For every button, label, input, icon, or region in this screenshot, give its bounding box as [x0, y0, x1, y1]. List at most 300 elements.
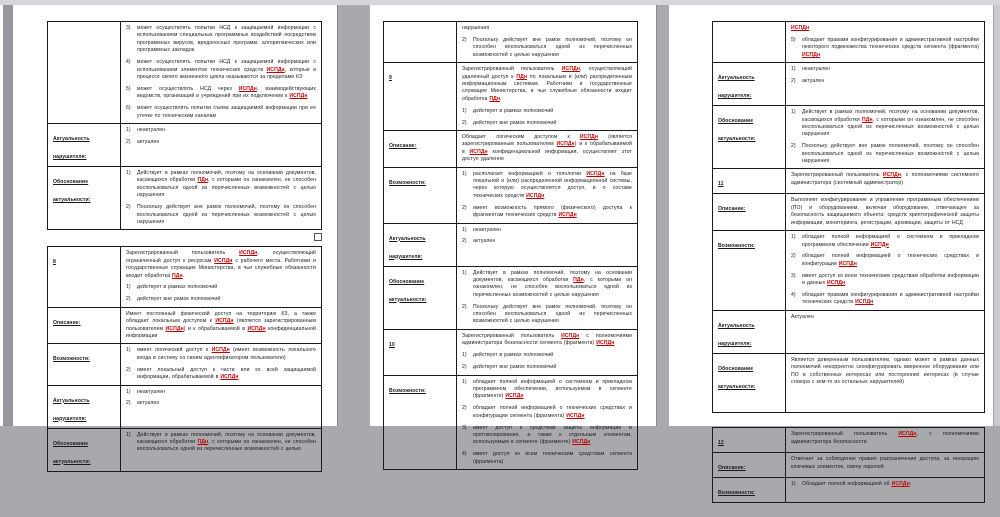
- row-label: 9: [389, 75, 392, 82]
- redline-term: ИСПДн: [561, 332, 580, 339]
- row-content-cell[interactable]: [457, 167, 638, 223]
- item-number: 2): [462, 303, 467, 310]
- paragraph: [462, 134, 632, 164]
- row-label-cell[interactable]: [384, 329, 457, 375]
- item-number: 2): [791, 253, 796, 260]
- item-number: 1): [126, 284, 131, 291]
- item-number: 2): [126, 138, 131, 145]
- numbered-item: [462, 379, 632, 401]
- page-content-area: [669, 5, 993, 517]
- item-text: имеет локальный доступ к части или ко всей защищаемой информации, обрабатываемой в ИСПДн: [137, 366, 316, 381]
- table-row: [713, 231, 985, 311]
- row-label: Описание:: [718, 206, 746, 213]
- redline-term: ИСПДн: [289, 93, 308, 100]
- numbered-item: [791, 66, 979, 73]
- row-label-cell[interactable]: [48, 344, 121, 385]
- item-text: действует вне рамок полномочий: [473, 364, 557, 371]
- redline-term: ПДн: [862, 116, 873, 123]
- numbered-item: [126, 139, 316, 146]
- document-page-1[interactable]: [13, 5, 337, 465]
- item-number: 4): [791, 292, 796, 299]
- row-label-cell[interactable]: [713, 169, 786, 194]
- row-label: Актуальность нарушителя:: [389, 235, 426, 260]
- redline-term: ПДн: [197, 177, 209, 184]
- redline-term: ИСПДн: [266, 66, 285, 73]
- row-content-cell[interactable]: [457, 266, 638, 329]
- redline-term: ИСПДн: [838, 260, 857, 267]
- item-text: нарушения: [462, 25, 490, 31]
- table-gap: [712, 416, 985, 427]
- numbered-item: [462, 205, 632, 220]
- item-text: неактуален: [137, 126, 166, 133]
- table-row: [384, 266, 638, 329]
- row-content-cell[interactable]: [121, 123, 322, 166]
- numbered-item: [462, 227, 632, 234]
- row-label-cell[interactable]: [384, 130, 457, 167]
- numbered-item: [126, 284, 316, 291]
- row-label: Обоснование актуальности:: [389, 278, 427, 303]
- redline-term: ИСПДн: [247, 325, 266, 332]
- numbered-item: [126, 105, 316, 120]
- item-text: Имеет постоянный физический доступ на территорию КЗ, а также обладает локальным доступом к ИСПДн (является зарегистрированным пользователем ИСПДн) и к обрабатываемой в ИСПДн конфиденциальной информации: [126, 310, 316, 339]
- row-content-cell[interactable]: [786, 353, 985, 413]
- item-text: Поскольку действует вне рамок полномочий, поэтому он способен воспользоваться одной из перечисленных возможностей с целью нарушения: [473, 303, 632, 325]
- redline-term: ИСПДн: [469, 148, 488, 155]
- item-text: обладает полной информацией о технических средствах и конфигурации сегмента (фрагмента) ИСПДн: [473, 405, 632, 419]
- row-label: Возможности:: [718, 490, 755, 497]
- row-label-cell[interactable]: [384, 266, 457, 329]
- item-text: обладает правами конфигурирования и административной настройки некоторого подмножества технических средств сегмента (фрагмента) ИСПДн: [802, 36, 979, 58]
- item-text: Действует в рамках полномочий, поэтому на основании документов, касающихся обработки ПДн, с которыми он ознакомлен, не способен воспользоваться одной из перечисленных возможностей с целью нарушения: [473, 269, 632, 298]
- table-row: [713, 194, 985, 231]
- page-content-area: [13, 5, 337, 486]
- row-content-cell[interactable]: [786, 169, 985, 194]
- paragraph: [791, 357, 979, 387]
- row-label: 11: [718, 181, 724, 188]
- row-content-cell[interactable]: [121, 307, 322, 344]
- numbered-item: [126, 59, 316, 81]
- table-row: [48, 428, 322, 471]
- paragraph: [791, 197, 979, 227]
- row-label-cell[interactable]: [48, 123, 121, 166]
- row-content-cell[interactable]: [121, 385, 322, 428]
- item-text: Зарегистрированный пользователь ИСПДн, с полномочиями системного администратора (системный администратор): [791, 172, 979, 186]
- item-number: 2): [462, 238, 467, 245]
- item-number: 2): [126, 400, 131, 407]
- item-text: Выполняет конфигурирование и управление программным обеспечением (ПО) и оборудованием, включая оборудование, отвечающее за безопасность защищаемого объекта: средств криптографической защиты информации, мониторинга, регистрации, архивации, защиты от НСД: [791, 197, 979, 226]
- item-text: Актуален: [791, 313, 814, 320]
- paragraph: [791, 456, 979, 471]
- numbered-item: [126, 204, 316, 226]
- page-content-area: [370, 5, 656, 484]
- redline-term: ИСПДн: [215, 318, 234, 325]
- row-label: 8: [53, 259, 56, 266]
- item-text: Отвечает за соблюдение правил разграничения доступа, за генерацию ключевых элементов, смену паролей: [791, 456, 979, 470]
- table-row: [713, 22, 985, 63]
- item-number: 2): [791, 143, 796, 150]
- table-gap: [383, 473, 638, 484]
- item-number: 1): [791, 109, 796, 116]
- redline-term: ИСПДн: [855, 299, 874, 306]
- redline-term: ИСПДн: [561, 66, 581, 73]
- redline-term: ИСПДн: [827, 280, 846, 287]
- row-content-cell[interactable]: [457, 130, 638, 167]
- table-row: [713, 106, 985, 169]
- item-text: располагает информацией о топологии ИСПДн на базе локальной и (или) распределенной информационной системы, через которую осуществляется доступ, и о составе технических средств ИСПДн: [473, 170, 632, 199]
- row-label-cell[interactable]: [48, 307, 121, 344]
- document-page-2[interactable]: [370, 5, 656, 465]
- row-content-cell[interactable]: [457, 329, 638, 375]
- numbered-item: [791, 37, 979, 59]
- item-text: обладает полной информацией о системном и прикладном программном обеспечении ИСПДн: [802, 234, 979, 248]
- item-text: может осуществлять попытки НСД к защищаемой информации с использованием элементов технических средств ИСПДн, которые в процессе своего жизненного цикла оказываются за пределами КЗ: [137, 59, 316, 80]
- row-label: Описание:: [53, 319, 81, 326]
- row-label-cell[interactable]: [48, 428, 121, 471]
- item-number: 4): [462, 451, 467, 458]
- item-number: 5): [791, 36, 796, 43]
- redline-term: ИСПДн: [220, 374, 239, 381]
- numbered-item: [126, 389, 316, 396]
- numbered-item: [791, 109, 979, 139]
- row-label: Актуальность нарушителя:: [718, 75, 755, 100]
- item-number: 4): [126, 59, 131, 66]
- row-content-cell[interactable]: [786, 453, 985, 478]
- redline-term: ИСПДн: [556, 141, 575, 148]
- item-number: 2): [462, 119, 467, 126]
- item-text: Зарегистрированный пользователь ИСПДн с полномочиями администратора безопасности сегмента (фрагмента) ИСПДн: [462, 332, 632, 347]
- row-content-cell[interactable]: [121, 166, 322, 229]
- item-text: Зарегистрированный пользователь ИСПДн, осуществляющий ограниченный доступ к ресурсам ИСПДн с рабочего места. Работники и государственные служащие Министерства, в чьи служебные обязанности входит обработка ПДн.: [126, 250, 316, 279]
- item-number: 1): [126, 388, 131, 395]
- row-label: Возможности:: [389, 179, 426, 186]
- numbered-item: [462, 171, 632, 201]
- item-text: актуален: [137, 138, 160, 145]
- row-label: Обоснование актуальности:: [53, 178, 91, 203]
- row-label-cell[interactable]: [48, 22, 121, 124]
- redline-term: ИСПДн: [505, 393, 524, 400]
- item-text: имеет доступ к средствам защиты информации и протоколирования, а также к отдельным элементам, используемым в сегменте (фрагменте) ИСПДн: [473, 424, 632, 446]
- item-text: Действует в рамках полномочий, поэтому на основании документов, касающихся обработки ПДн, с которыми он ознакомлен, не способен воспользоваться одной из перечисленных возможностей с целью нарушения: [137, 169, 316, 199]
- redline-term: ИСПДн: [791, 25, 810, 31]
- row-label: Актуальность нарушителя:: [53, 397, 90, 422]
- paragraph: [791, 25, 979, 32]
- numbered-item: [462, 352, 632, 359]
- row-content-cell[interactable]: [457, 63, 638, 131]
- item-text: актуален: [137, 400, 160, 407]
- redline-term: ПДн: [489, 95, 501, 102]
- item-text: Зарегистрированный пользователь ИСПДн, с полномочиями администратора безопасности: [791, 431, 979, 445]
- row-label-cell[interactable]: [713, 231, 786, 311]
- item-number: 1): [791, 66, 796, 73]
- item-number: 6): [126, 105, 131, 112]
- item-number: 3): [126, 25, 131, 31]
- item-number: 1): [126, 347, 131, 354]
- redline-term: ИСПДн: [596, 340, 615, 347]
- item-text: имеет доступ ко всем техническим средствам сегмента (фрагмента): [473, 451, 632, 465]
- item-text: неактуален: [802, 66, 831, 73]
- table-row: [48, 166, 322, 229]
- row-label-cell[interactable]: [713, 428, 786, 453]
- redline-term: ИСПДн: [239, 250, 258, 257]
- row-label-cell[interactable]: [384, 167, 457, 223]
- row-label-cell[interactable]: [713, 22, 786, 63]
- numbered-item: [126, 86, 316, 101]
- row-label-cell[interactable]: [713, 353, 786, 413]
- table-row: [48, 22, 322, 124]
- item-number: 1): [462, 352, 467, 359]
- redline-term: ИСПДн: [882, 172, 902, 179]
- item-number: 3): [462, 424, 467, 431]
- item-text: неактуален: [473, 226, 502, 233]
- redline-term: ПДн: [197, 438, 209, 445]
- row-content-cell[interactable]: [457, 375, 638, 470]
- item-text: может осуществлять попытки НСД к защищаемой информации с использованием специальных программных воздействий посредством программных вирусов, вредоносных программ, алгоритмических или программных закладок: [137, 25, 316, 54]
- item-text: Поскольку действует вне рамок полномочий, поэтому он способен воспользоваться одной из перечисленных возможностей с целью нарушения: [137, 204, 316, 225]
- item-number: 2): [462, 204, 467, 211]
- row-label: Описание:: [718, 465, 746, 472]
- redline-term: ИСПДн: [802, 51, 821, 58]
- numbered-item: [462, 270, 632, 300]
- numbered-item: [462, 405, 632, 420]
- row-label-cell[interactable]: [713, 310, 786, 353]
- row-content-cell[interactable]: [786, 63, 985, 106]
- paragraph: [126, 311, 316, 341]
- threat-model-table: [712, 21, 985, 413]
- row-label-cell[interactable]: [384, 375, 457, 470]
- item-text: действует в рамках полномочий: [473, 107, 554, 114]
- redline-term: ИСПДн: [572, 439, 591, 446]
- item-number: 1): [791, 481, 796, 488]
- numbered-item: [126, 400, 316, 407]
- table-row: [713, 478, 985, 503]
- item-number: 1): [462, 269, 467, 276]
- table-resize-handle[interactable]: [314, 233, 322, 241]
- row-content-cell[interactable]: [457, 22, 638, 63]
- item-text: может осуществлять попытки съема защищаемой информации при ее утечке по техническим каналам: [137, 105, 316, 119]
- item-text: Поскольку действует вне рамок полномочий, поэтому он способен воспользоваться одной из перечисленных возможностей с целью нарушения: [802, 143, 979, 165]
- row-label-cell[interactable]: [384, 63, 457, 131]
- numbered-item: [462, 238, 632, 245]
- item-text: Является доверенным пользователем, однако может в рамках данных полномочий некорректно сконфигурировать вверенное оборудование или ПО в собственных интересах или посторонних интересах (в случае сговора с кем-то из остальных нарушителей): [791, 356, 979, 386]
- numbered-item: [462, 425, 632, 447]
- numbered-item: [126, 170, 316, 200]
- numbered-item: [126, 367, 316, 382]
- row-label: Описание:: [389, 142, 417, 149]
- row-content-cell[interactable]: [786, 194, 985, 231]
- paragraph: [791, 431, 979, 446]
- numbered-item: [462, 304, 632, 326]
- numbered-item: [791, 78, 979, 85]
- item-number: 2): [462, 405, 467, 412]
- numbered-item: [791, 273, 979, 288]
- redline-term: ИСПДн: [211, 347, 230, 354]
- table-row: [384, 130, 638, 167]
- item-text: имеет возможность прямого (физического) доступа к фрагментам технических средств ИСПДн: [473, 204, 632, 219]
- table-row: [384, 167, 638, 223]
- item-text: действует вне рамок полномочий: [137, 296, 221, 303]
- table-row: [384, 223, 638, 266]
- item-number: 2): [462, 36, 467, 43]
- item-text: обладает полной информацией о системном и прикладном программном обеспечении, используемом в сегменте (фрагменте) ИСПДн: [473, 378, 632, 400]
- paragraph: [462, 333, 632, 348]
- numbered-item: [791, 143, 979, 165]
- row-content-cell[interactable]: [786, 231, 985, 311]
- redline-term: ПДн: [171, 272, 183, 279]
- paragraph: [462, 25, 632, 32]
- table-row: [384, 22, 638, 63]
- table-row: [713, 453, 985, 478]
- row-label-cell[interactable]: [713, 63, 786, 106]
- numbered-item: [462, 37, 632, 59]
- redline-term: ИСПДн: [586, 170, 605, 177]
- item-text: неактуален: [137, 388, 166, 395]
- row-label: Возможности:: [53, 356, 90, 363]
- row-label: Возможности:: [718, 243, 755, 250]
- item-number: 1): [462, 226, 467, 233]
- table-row: [48, 123, 322, 166]
- row-label-cell[interactable]: [713, 194, 786, 231]
- threat-model-table: [383, 21, 638, 470]
- row-content-cell[interactable]: [786, 428, 985, 453]
- table-row: [713, 353, 985, 413]
- numbered-item: [126, 432, 316, 454]
- redline-term: ИСПДн: [579, 133, 599, 140]
- numbered-item: [791, 481, 979, 488]
- redline-term: ИСПДн: [214, 257, 233, 264]
- item-number: 2): [126, 366, 131, 373]
- numbered-item: [462, 364, 632, 371]
- item-text: Действует в рамках полномочий, поэтому на основании документов, касающихся обработки ПДн, с которыми он ознакомлен, не способен воспользоваться одной из перечисленных возможностей с целью нарушения: [802, 109, 979, 138]
- numbered-item: [791, 292, 979, 307]
- table-row: [713, 310, 985, 353]
- row-content-cell[interactable]: [121, 247, 322, 307]
- item-number: 2): [126, 296, 131, 303]
- table-row: [48, 344, 322, 385]
- item-number: 2): [791, 78, 796, 85]
- paragraph: [126, 250, 316, 280]
- table-row: [713, 428, 985, 453]
- row-content-cell[interactable]: [786, 478, 985, 503]
- row-label-cell[interactable]: [48, 385, 121, 428]
- numbered-item: [462, 120, 632, 127]
- numbered-item: [462, 451, 632, 466]
- numbered-item: [126, 25, 316, 55]
- row-label-cell[interactable]: [384, 223, 457, 266]
- table-gap: [712, 506, 985, 517]
- item-text: актуален: [802, 78, 825, 85]
- row-label: Обоснование актуальности:: [718, 365, 756, 390]
- item-text: [791, 25, 979, 32]
- item-text: имеет логический доступ к ИСПДн (имеет возможность локального входа в систему со своим идентификатором пользователя): [137, 347, 316, 361]
- row-label: Обоснование актуальности:: [718, 118, 756, 143]
- paragraph: [791, 172, 979, 187]
- item-text: действует вне рамок полномочий: [473, 119, 557, 126]
- row-content-cell[interactable]: [121, 344, 322, 385]
- item-number: 3): [791, 272, 796, 279]
- row-label-cell[interactable]: [48, 247, 121, 307]
- item-text: имеет доступ ко всем техническим средствам обработки информации и данных ИСПДн: [802, 272, 979, 287]
- item-text: Обладает полной информацией об ИСПДн;: [802, 481, 912, 488]
- table-row: [384, 329, 638, 375]
- row-label: Актуальность нарушителя:: [53, 135, 90, 160]
- row-label: Обоснование актуальности:: [53, 440, 91, 465]
- paragraph: [462, 66, 632, 103]
- numbered-item: [126, 296, 316, 303]
- item-text: Зарегистрированный пользователь ИСПДн, осуществляющий удаленный доступ к ПДн по локальным и (или) распределенным информационным системам. Работники и государственные служащие Министерства, в чьи служебные обязанности входит обработка ПДн.: [462, 66, 632, 102]
- row-label-cell[interactable]: [384, 22, 457, 63]
- row-content-cell[interactable]: [786, 106, 985, 169]
- row-content-cell[interactable]: [121, 428, 322, 471]
- numbered-item: [791, 234, 979, 249]
- table-row: [713, 63, 985, 106]
- item-number: 2): [462, 364, 467, 371]
- row-label: 10: [389, 341, 395, 348]
- item-number: 1): [791, 234, 796, 241]
- page-gap-band-left: [3, 5, 13, 426]
- row-content-cell[interactable]: [786, 310, 985, 353]
- item-text: Поскольку действует вне рамок полномочий, поэтому он способен воспользоваться одной из перечисленных возможностей с целью нарушения: [473, 36, 632, 58]
- item-number: 1): [462, 170, 467, 177]
- item-number: 5): [126, 85, 131, 92]
- item-text: Обладает логическим доступом к ИСПДн (является зарегистрированным пользователем ИСПДн) и к обрабатываемой в ИСПДн конфиденциальной информации, осуществляет этот доступ удаленно: [462, 133, 633, 163]
- row-content-cell[interactable]: [786, 22, 985, 63]
- right-edge-band: [993, 5, 1000, 426]
- item-text: может осуществлять НСД через ИСПДн, взаимодействующих ведомств, организаций и учреждений при их подключении к ИСПДн: [137, 85, 316, 100]
- row-label: 12: [718, 440, 724, 447]
- item-number: 2): [126, 204, 131, 211]
- redline-term: ИСПДн: [870, 241, 889, 248]
- row-content-cell[interactable]: [457, 223, 638, 266]
- numbered-item: [462, 108, 632, 115]
- redline-term: ИСПДн: [165, 325, 184, 332]
- item-text: действует в рамках полномочий: [473, 352, 554, 359]
- redline-term: ПДн: [573, 276, 584, 283]
- item-number: 1): [126, 169, 131, 176]
- row-label-cell[interactable]: [713, 478, 786, 503]
- row-label: Актуальность нарушителя:: [718, 322, 755, 347]
- table-row: [713, 169, 985, 194]
- item-number: 1): [462, 378, 467, 385]
- table-row: [48, 385, 322, 428]
- item-text: обладает правами конфигурирования и административной настройки технических средств ИСПДн: [802, 292, 979, 306]
- redline-term: ИСПДн: [891, 481, 910, 488]
- item-text: актуален: [473, 238, 496, 245]
- row-label-cell[interactable]: [713, 106, 786, 169]
- table-row: [384, 63, 638, 131]
- threat-model-table: [47, 246, 322, 471]
- table-row: [48, 247, 322, 307]
- numbered-item: [126, 127, 316, 134]
- item-text: обладает полной информацией о технических средствах и конфигурации ИСПДн: [802, 253, 979, 267]
- item-text: действует в рамках полномочий: [137, 284, 218, 291]
- redline-term: ИСПДн: [238, 85, 257, 92]
- row-label-cell[interactable]: [713, 453, 786, 478]
- row-label: Возможности:: [389, 387, 426, 394]
- threat-model-table: [47, 21, 322, 230]
- threat-model-table: [712, 427, 985, 503]
- item-number: 1): [126, 126, 131, 133]
- numbered-item: [791, 253, 979, 268]
- row-label-cell[interactable]: [48, 166, 121, 229]
- paragraph: [791, 314, 979, 321]
- row-content-cell[interactable]: [121, 22, 322, 124]
- table-row: [48, 307, 322, 344]
- item-number: 1): [462, 107, 467, 114]
- redline-term: ПДн: [516, 73, 528, 80]
- document-page-3[interactable]: [669, 5, 993, 497]
- table-row: [384, 375, 638, 470]
- redline-term: ИСПДн: [898, 431, 917, 438]
